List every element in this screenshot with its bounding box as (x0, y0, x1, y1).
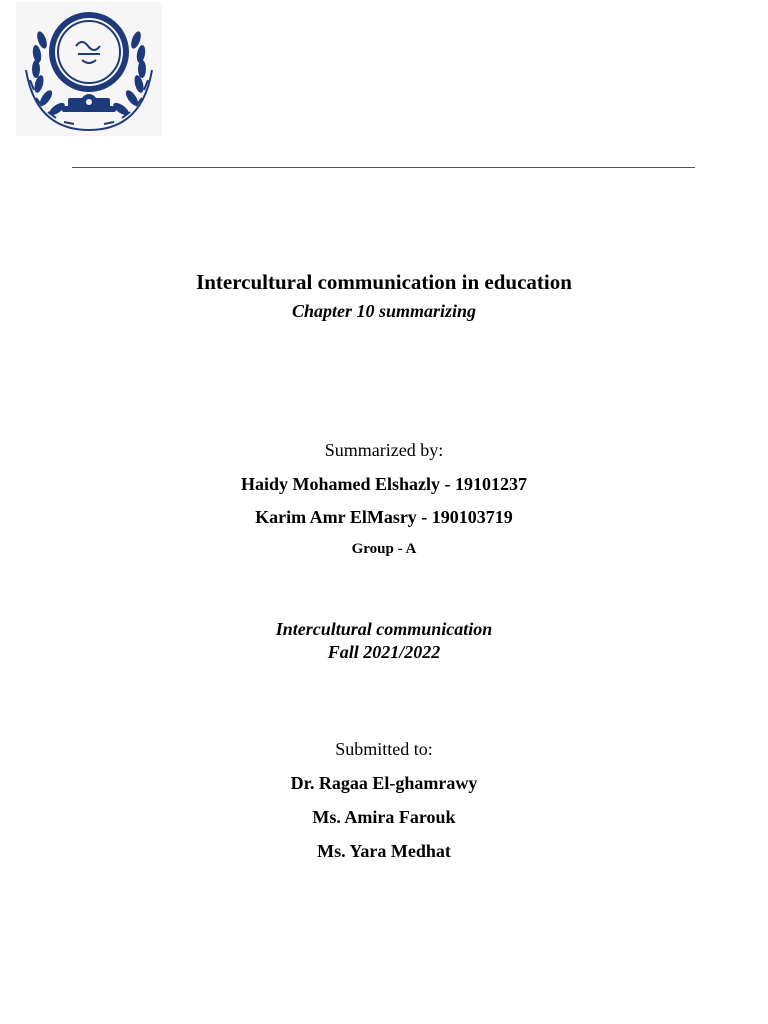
university-logo (16, 2, 162, 136)
document-subtitle: Chapter 10 summarizing (291, 301, 477, 321)
course-name: Intercultural communication (275, 619, 493, 639)
header-divider (72, 167, 695, 168)
submitted-to-label: Submitted to: (335, 739, 433, 759)
document-title: Intercultural communication in education (196, 270, 572, 294)
author-name: Karim Amr ElMasry - 190103719 (255, 507, 513, 527)
university-emblem-icon (16, 2, 162, 136)
group-label: Group - A (351, 541, 417, 557)
author-name: Haidy Mohamed Elshazly - 19101237 (240, 474, 527, 494)
course-term: Fall 2021/2022 (327, 642, 441, 662)
recipient-name: Dr. Ragaa El-ghamrawy (290, 773, 478, 793)
recipient-name: Ms. Yara Medhat (317, 841, 451, 861)
recipient-name: Ms. Amira Farouk (312, 807, 456, 827)
summarized-by-label: Summarized by: (324, 440, 444, 460)
